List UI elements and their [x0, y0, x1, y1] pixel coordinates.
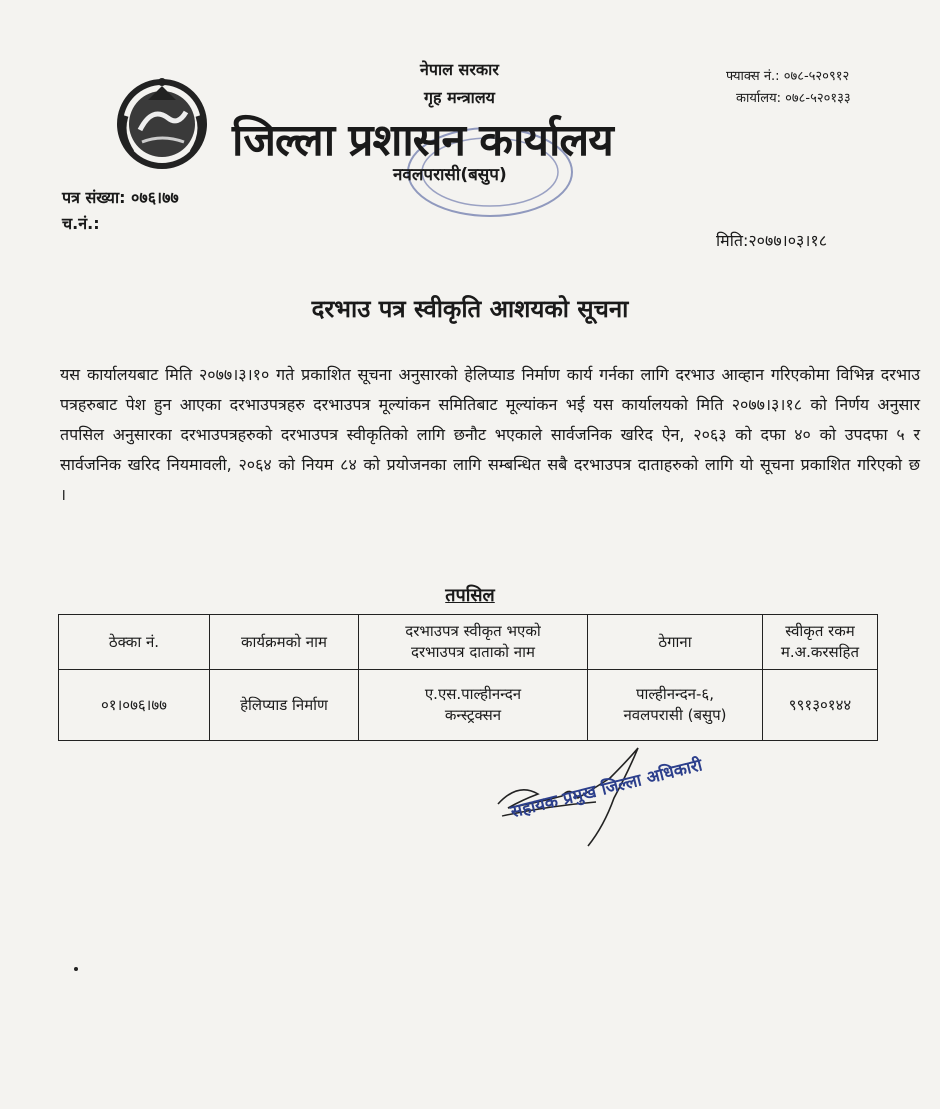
bid-acceptance-table [58, 614, 878, 741]
header-bidder-line2: दरभाउपत्र दाताको नाम [411, 643, 535, 661]
table-row [59, 670, 878, 741]
ministry-name: गृह मन्त्रालय [424, 88, 495, 107]
header-contract-no: ठेक्का नं. [59, 615, 210, 670]
header-bidder-name [359, 615, 588, 670]
notice-body: यस कार्यालयबाट मिति २०७७।३।१० गते प्रकाशित सूचना अनुसारको हेलिप्याड निर्माण कार्य गर्नका लागि दरभाउ आव्हान गरिएकोमा विभिन्न दरभाउ पत्रहरुबाट पेश हुन आएका दरभाउपत्रहरु दरभाउपत्र मूल्यांकन समितिबाट मूल्यांकन भई यस कार्यालयको मिति २०७७।३।१८ को निर्णय अनुसार तपसिल अनुसारका दरभाउपत्रहरुको दरभाउपत्र स्वीकृतिको लागि छनौट भएकाले सार्वजनिक खरिद ऐन, २०६३ को दफा ४० को उपदफा ५ र सार्वजनिक खरिद नियमावली, २०६४ को नियम ८४ को प्रयोजनका लागि सम्बन्धित सबै दरभाउपत्र दाताहरुको लागि यो सूचना प्रकाशित गरिएको छ । [60, 365, 920, 504]
cell-address-line2: नवलपरासी (बसुप) [623, 706, 727, 724]
table-header-row [59, 615, 878, 670]
letter-reference-number: पत्र संख्या: ०७६।७७ [62, 188, 179, 207]
header-address: ठेगाना [588, 615, 763, 670]
header-program-name: कार्यक्रमको नाम [210, 615, 359, 670]
government-name: नेपाल सरकार [420, 60, 499, 79]
signatory-title: सहायक प्रमुख जिल्ला अधिकारी [508, 755, 705, 823]
nepal-emblem-icon [112, 72, 212, 172]
cell-bidder-name [359, 670, 588, 741]
letter-date: मिति:२०७७।०३।१८ [716, 231, 828, 250]
cell-amount: ९९१३०१४४ [763, 670, 878, 741]
fax-number: फ्याक्स नं.: ०७८-५२०९१२ [726, 69, 850, 84]
district-name: नवलपरासी(बसुप) [393, 165, 507, 185]
cell-address [588, 670, 763, 741]
schedule-title: तपसिल [445, 585, 495, 606]
cell-contract-no: ०१।०७६।७७ [59, 670, 210, 741]
scan-speck [74, 967, 78, 971]
dispatch-number: च.नं.: [62, 214, 100, 233]
header-amount [763, 615, 878, 670]
cell-bidder-line1: ए.एस.पाल्हीनन्दन [424, 685, 522, 703]
cell-address-line1: पाल्हीनन्दन-६, [636, 685, 714, 703]
cell-bidder-line2: कन्स्ट्रक्सन [444, 706, 502, 724]
office-name: जिल्ला प्रशासन कार्यालय [232, 115, 613, 166]
cell-program-name: हेलिप्याड निर्माण [210, 670, 359, 741]
header-amount-line2: म.अ.करसहित [780, 643, 860, 661]
header-bidder-line1: दरभाउपत्र स्वीकृत भएको [405, 622, 541, 640]
notice-title: दरभाउ पत्र स्वीकृति आशयको सूचना [311, 295, 629, 323]
header-amount-line1: स्वीकृत रकम [785, 622, 855, 640]
office-phone: कार्यालय: ०७८-५२०१३३ [736, 91, 851, 106]
